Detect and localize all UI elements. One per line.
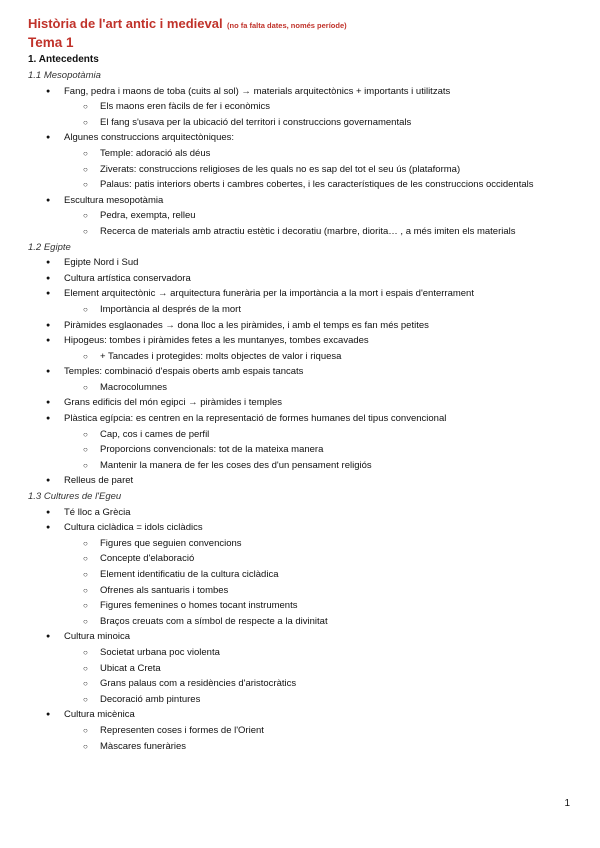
sub-bullet-icon: ○ — [83, 647, 88, 657]
document-title-line — [28, 14, 576, 34]
list-item-text: Concepte d'elaboració — [100, 553, 195, 565]
sub-bullet-icon: ○ — [83, 211, 88, 221]
sub-bullet-icon: ○ — [83, 585, 88, 595]
list-item-text: Braços creuats com a símbol de respecte a la divinitat — [100, 615, 328, 627]
bullet-icon: ● — [46, 415, 51, 423]
list-item — [28, 520, 576, 536]
list-item-text: Pedra, exempta, relleu — [100, 210, 196, 222]
list-item-text: Piràmides esglaonades → dona lloc a les piràmides, i amb el temps es fan més petites — [64, 319, 429, 331]
sub-bullet-icon: ○ — [83, 164, 88, 174]
list-item — [28, 364, 576, 380]
bullet-icon: ● — [46, 337, 51, 345]
list-item-text: Egipte Nord i Sud — [64, 257, 139, 269]
list-item — [28, 505, 576, 521]
bullet-icon: ● — [46, 290, 51, 298]
list-item-text: Cap, cos i cames de perfil — [100, 428, 210, 440]
sub-bullet-icon: ○ — [83, 741, 88, 751]
list-item — [28, 629, 576, 645]
sub-bullet-icon: ○ — [83, 351, 88, 361]
list-item-text: Mantenir la manera de fer les coses des d'un pensament religiós — [100, 459, 372, 471]
list-item-text: Importància al després de la mort — [100, 303, 241, 315]
sub-bullet-icon: ○ — [83, 429, 88, 439]
sub-list-item — [28, 146, 576, 162]
list-item-text: Ziverats: construccions religioses de les quals no es sap del tot el seu ús (plataforma) — [100, 163, 461, 175]
sub-list-item — [28, 661, 576, 677]
sub-list-item — [28, 536, 576, 552]
bullet-icon: ● — [46, 508, 51, 516]
list-item-text: Element identificatiu de la cultura ciclàdica — [100, 569, 279, 580]
list-item-text: Cultura minoica — [64, 631, 130, 643]
bullet-icon: ● — [46, 196, 51, 204]
list-item — [28, 473, 576, 489]
sub-list-item — [28, 427, 576, 443]
list-item-text: Escultura mesopotàmia — [64, 194, 164, 206]
page-number: 1 — [564, 798, 570, 809]
sub-bullet-icon: ○ — [83, 679, 88, 689]
sub-bullet-icon: ○ — [83, 382, 88, 392]
list-item-text: Cultura ciclàdica = idols ciclàdics — [64, 522, 203, 534]
sub-list-item — [28, 349, 576, 365]
sub-bullet-icon: ○ — [83, 180, 88, 190]
sub-bullet-icon: ○ — [83, 663, 88, 673]
sub-list-item — [28, 739, 576, 755]
list-item-text: Ofrenes als santuaris i tombes — [100, 584, 229, 596]
list-item — [28, 255, 576, 271]
sub-list-item — [28, 224, 576, 240]
list-item-text: Palaus: patis interiors oberts i cambres cobertes, i les característiques de les construccions occidentals — [100, 179, 534, 191]
bullet-icon: ● — [46, 633, 51, 641]
list-item-text: Els maons eren fàcils de fer i econòmics — [100, 101, 271, 113]
sub-list-item — [28, 458, 576, 474]
bullet-icon: ● — [46, 259, 51, 267]
list-item-text: Decoració amb pintures — [100, 693, 201, 705]
sub-bullet-icon: ○ — [83, 616, 88, 626]
bullet-icon: ● — [46, 87, 51, 95]
list-item-text: Fang, pedra i maons de toba (cuits al sol) → materials arquitectònics + importants i utilitzats — [64, 85, 451, 97]
bullet-icon: ● — [46, 321, 51, 329]
sub-bullet-icon: ○ — [83, 725, 88, 735]
sub-bullet-icon: ○ — [83, 102, 88, 112]
sub-list-item — [28, 645, 576, 661]
section-heading: 1. Antecedents — [28, 54, 99, 65]
sub-bullet-icon: ○ — [83, 148, 88, 158]
title-note: (no fa falta dates, només període) — [227, 21, 347, 30]
bullet-icon: ● — [46, 477, 51, 485]
sub-bullet-icon: ○ — [83, 117, 88, 127]
document-page — [28, 14, 576, 754]
bullet-icon: ● — [46, 711, 51, 719]
sub-bullet-icon: ○ — [83, 694, 88, 704]
sub-list-item — [28, 676, 576, 692]
sub-list-item — [28, 583, 576, 599]
sub-bullet-icon: ○ — [83, 538, 88, 548]
list-item-text: Proporcions convencionals: tot de la mateixa manera — [100, 444, 324, 456]
sub-list-item — [28, 567, 576, 583]
sub-bullet-icon: ○ — [83, 445, 88, 455]
list-item — [28, 286, 576, 302]
bullet-icon: ● — [46, 274, 51, 282]
list-item-text: Figures femenines o homes tocant instruments — [100, 600, 298, 612]
sub-list-item — [28, 162, 576, 178]
sub-list-item — [28, 551, 576, 567]
sub-list-item — [28, 302, 576, 318]
list-item — [28, 395, 576, 411]
sub-list-item — [28, 598, 576, 614]
list-item-text: Element arquitectònic → arquitectura funerària per la importància a la mort i espais d'enterrament — [64, 288, 474, 300]
list-item-text: + Tancades i protegides: molts objectes de valor i riquesa — [100, 350, 342, 362]
list-item-text: Cultura artística conservadora — [64, 272, 191, 284]
list-item-text: Té lloc a Grècia — [64, 506, 131, 518]
subsection-heading-mesopotamia: 1.1 Mesopotàmia — [28, 70, 101, 81]
list-item-text: Societat urbana poc violenta — [100, 646, 220, 658]
sub-list-item — [28, 208, 576, 224]
list-item-text: Relleus de paret — [64, 475, 134, 487]
sub-bullet-icon: ○ — [83, 601, 88, 611]
sub-list-item — [28, 723, 576, 739]
list-item-text: Temple: adoració als déus — [100, 147, 211, 159]
list-item-text: Figures que seguien convencions — [100, 537, 242, 549]
subsection-heading-egipte: 1.2 Egipte — [28, 241, 71, 253]
sub-list-item — [28, 177, 576, 193]
bullet-icon: ● — [46, 399, 51, 407]
list-item-text: Màscares funeràries — [100, 740, 187, 752]
list-item — [28, 411, 576, 427]
sub-bullet-icon: ○ — [83, 460, 88, 470]
list-item — [28, 193, 576, 209]
list-item-text: Algunes construccions arquitectòniques: — [64, 132, 235, 144]
bullet-icon: ● — [46, 524, 51, 532]
bullet-icon: ● — [46, 368, 51, 376]
list-item-text: Hipogeus: tombes i piràmides fetes a les muntanyes, tombes excavades — [64, 335, 369, 347]
list-item — [28, 271, 576, 287]
sub-bullet-icon: ○ — [83, 570, 88, 579]
sub-bullet-icon: ○ — [83, 226, 88, 236]
sub-list-item — [28, 692, 576, 708]
list-item — [28, 84, 576, 100]
list-item-text: Grans edificis del món egipci → piràmides i temples — [64, 397, 283, 409]
list-item-text: El fang s'usava per la ubicació del territori i construccions governamentals — [100, 116, 412, 128]
list-item-text: Plàstica egípcia: es centren en la representació de formes humanes del tipus convencional — [64, 413, 447, 425]
bullet-icon: ● — [46, 134, 51, 142]
list-item-text: Ubicat a Creta — [100, 662, 161, 674]
sub-list-item — [28, 115, 576, 131]
subsection-heading-egeu: 1.3 Cultures de l'Egeu — [28, 491, 122, 503]
sub-bullet-icon: ○ — [83, 554, 88, 564]
list-item-text: Representen coses i formes de l'Orient — [100, 724, 264, 736]
list-item-text: Macrocolumnes — [100, 381, 168, 393]
list-item-text: Temples: combinació d'espais oberts amb espais tancats — [64, 366, 304, 378]
sub-list-item — [28, 614, 576, 630]
list-item — [28, 707, 576, 723]
document-title: Història de l'art antic i medieval — [28, 16, 223, 31]
list-item — [28, 130, 576, 146]
sub-list-item — [28, 99, 576, 115]
sub-bullet-icon: ○ — [83, 304, 88, 314]
tema-heading: Tema 1 — [28, 35, 74, 50]
list-item — [28, 333, 576, 349]
sub-list-item — [28, 442, 576, 458]
list-item-text: Cultura micènica — [64, 709, 135, 721]
list-item — [28, 318, 576, 334]
list-item-text: Grans palaus com a residències d'aristocràtics — [100, 678, 297, 690]
list-item-text: Recerca de materials amb atractiu estètic i decoratiu (marbre, diorita… , a més imiten els materials — [100, 225, 516, 237]
sub-list-item — [28, 380, 576, 396]
